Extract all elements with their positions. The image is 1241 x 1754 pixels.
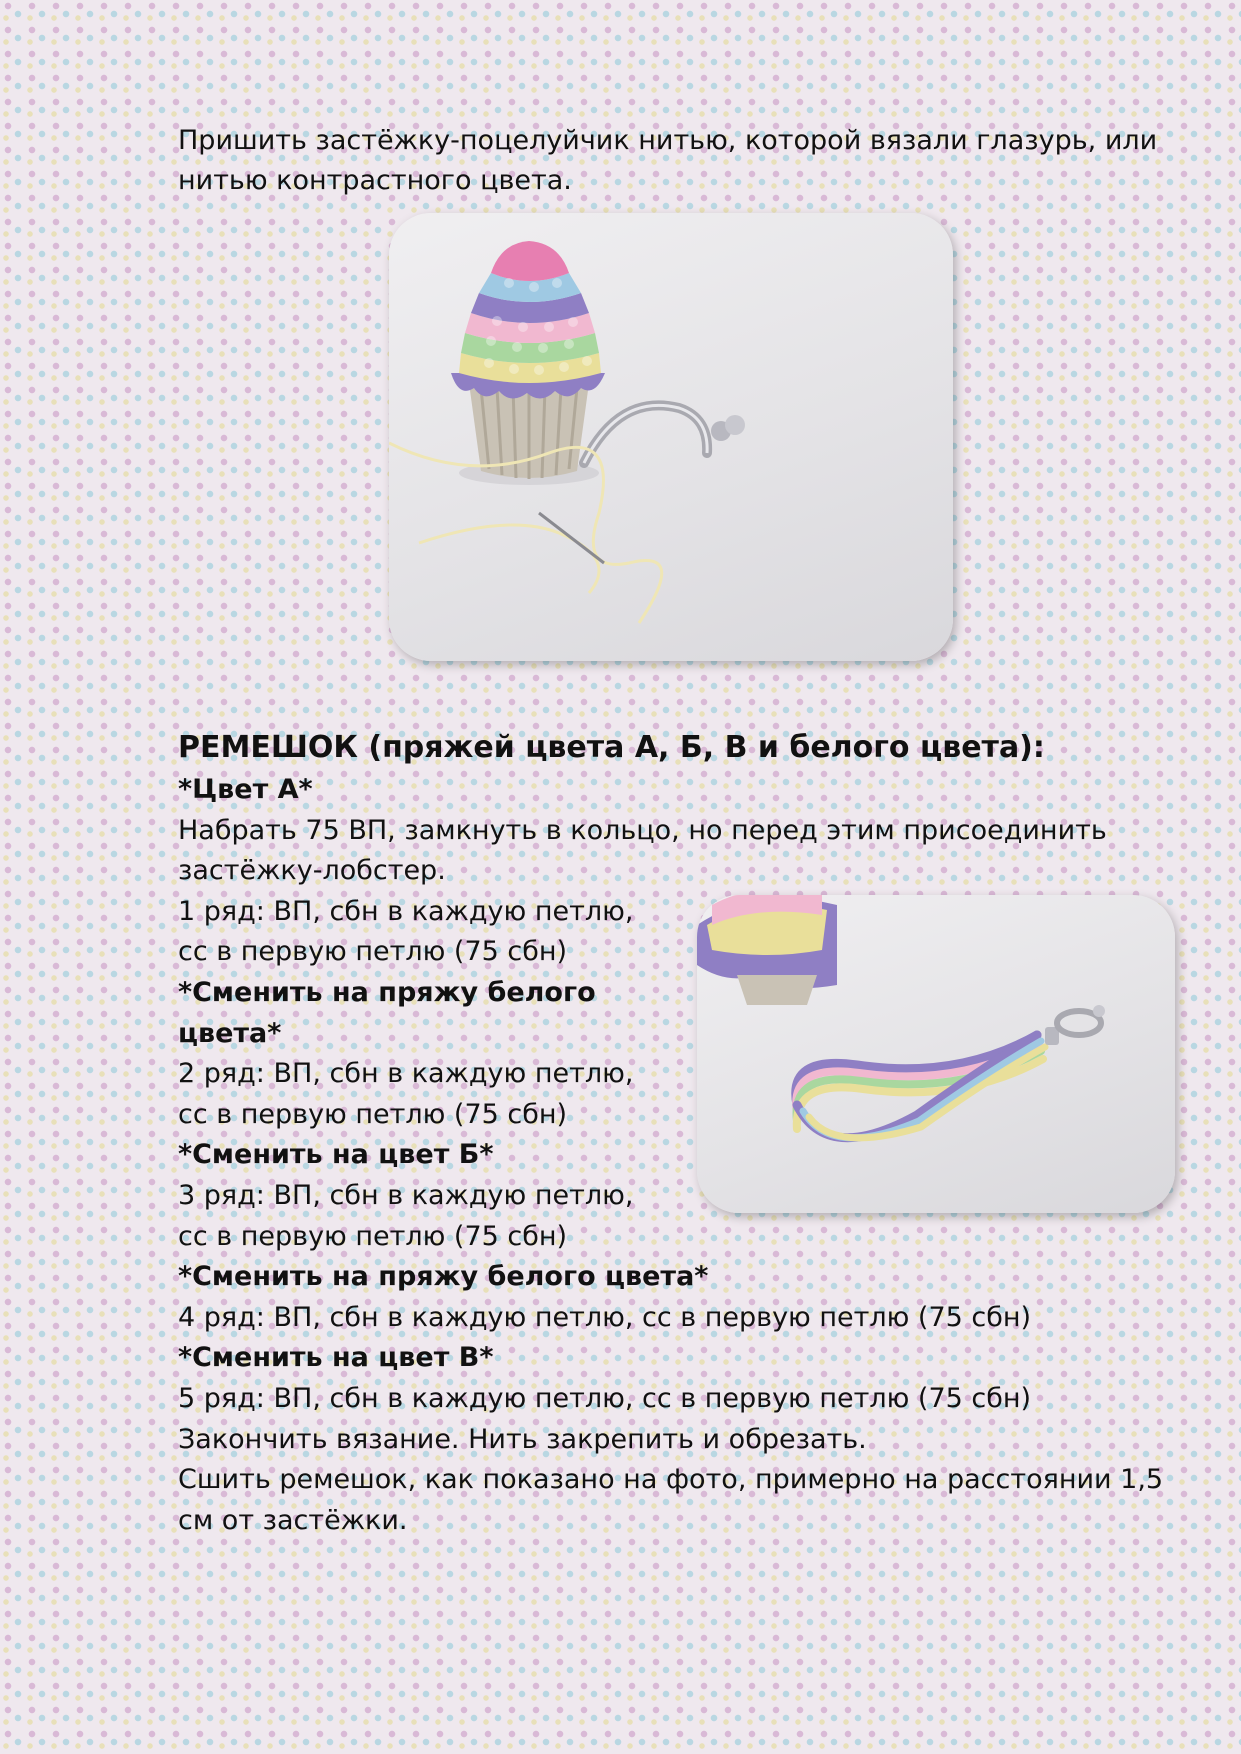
strap-instruction-line: 5 ряд: ВП, сбн в каждую петлю, сс в первую петлю (75 сбн) [178,1383,1032,1414]
strap-instruction-line: цвета* [178,1017,282,1049]
strap-instruction-line: 4 ряд: ВП, сбн в каждую петлю, сс в первую петлю (75 сбн) [178,1301,1032,1333]
strap-instruction-line: *Сменить на пряжу белого цвета* [178,1261,709,1293]
strap-section-heading: РЕМЕШОК (пряжей цвета А, Б, В и белого цвета): [178,730,1045,765]
strap-instruction-line: *Цвет А* [178,774,313,805]
strap-instruction-line: сс в первую петлю (75 сбн) [178,1098,568,1130]
strap-instruction-line: 2 ряд: ВП, сбн в каждую петлю, [178,1058,634,1090]
crochet-strap-with-lobster-clasp-photo [697,895,1175,1213]
strap-instruction-line: сс в первую петлю (75 сбн) [178,1220,568,1252]
intro-line-1: Пришить застёжку-поцелуйчик нитью, которой вязали глазурь, или [178,125,1158,156]
strap-instruction-line: *Сменить на пряжу белого [178,977,596,1008]
strap-instruction-line: см от застёжки. [178,1504,408,1536]
strap-instruction-line: застёжку-лобстер. [178,855,446,887]
strap-instruction-line: сс в первую петлю (75 сбн) [178,936,568,968]
cupcake-purse-with-frame-clasp-photo [389,213,953,661]
strap-instruction-line: Сшить ремешок, как показано на фото, примерно на расстоянии 1,5 [178,1464,1164,1496]
strap-instruction-line: 1 ряд: ВП, сбн в каждую петлю, [178,895,634,927]
strap-instruction-line: Закончить вязание. Нить закрепить и обрезать. [178,1423,867,1455]
strap-instruction-line: 3 ряд: ВП, сбн в каждую петлю, [178,1180,634,1211]
intro-line-2: нитью контрастного цвета. [178,165,572,196]
strap-instruction-line: *Сменить на цвет В* [178,1342,494,1374]
strap-instruction-line: Набрать 75 ВП, замкнуть в кольцо, но перед этим присоединить [178,814,1107,846]
strap-instruction-line: *Сменить на цвет Б* [178,1139,494,1171]
